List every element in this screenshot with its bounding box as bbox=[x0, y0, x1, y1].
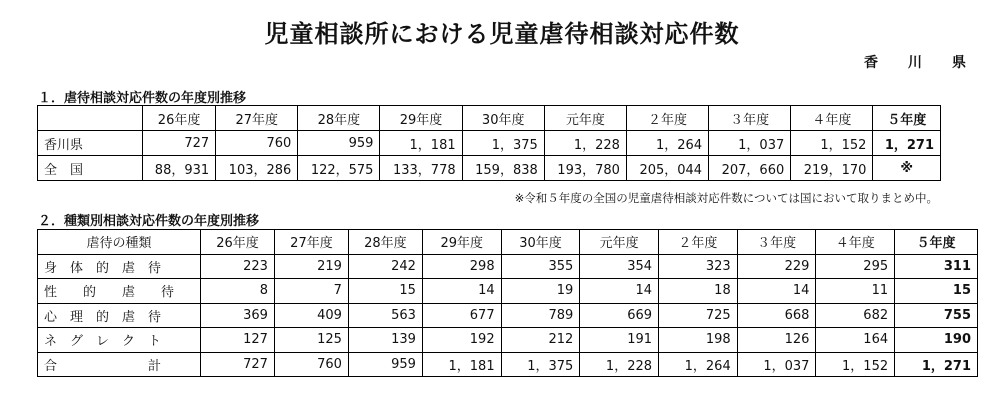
row-label: 合 計 bbox=[38, 352, 201, 377]
table-cell: 193，780 bbox=[544, 156, 626, 181]
table-cell: 242 bbox=[348, 254, 422, 279]
year-header: 26年度 bbox=[201, 230, 275, 255]
year-header: ２年度 bbox=[659, 230, 738, 255]
table-cell: 668 bbox=[737, 303, 816, 328]
table-cell-current: 190 bbox=[895, 328, 978, 353]
table-cell: 959 bbox=[298, 131, 380, 156]
table-cell: 1，037 bbox=[737, 352, 816, 377]
section2-heading: ２．種類別相談対応件数の年度別推移 bbox=[38, 214, 260, 229]
table-cell: 8 bbox=[201, 279, 275, 304]
table-cell-current: 15 bbox=[895, 279, 978, 304]
table-cell: 323 bbox=[659, 254, 738, 279]
table-cell-current: 1，271 bbox=[895, 352, 978, 377]
table-cell: 409 bbox=[274, 303, 348, 328]
table-cell: 88，931 bbox=[143, 156, 216, 181]
year-header: ３年度 bbox=[709, 106, 791, 131]
table-row bbox=[38, 328, 978, 353]
table-cell: 164 bbox=[816, 328, 895, 353]
table-cell: 18 bbox=[659, 279, 738, 304]
year-header: 28年度 bbox=[348, 230, 422, 255]
table-cell: 19 bbox=[501, 279, 580, 304]
table-cell: 725 bbox=[659, 303, 738, 328]
table-cell-current: 1，271 bbox=[873, 131, 941, 156]
table-cell: 205，044 bbox=[626, 156, 708, 181]
table-cell: 727 bbox=[143, 131, 216, 156]
table-cell: 126 bbox=[737, 328, 816, 353]
table-cell: 727 bbox=[201, 352, 275, 377]
page-title: 児童相談所における児童虐待相談対応件数 bbox=[264, 20, 740, 48]
year-header: 元年度 bbox=[544, 106, 626, 131]
table-cell: 192 bbox=[422, 328, 501, 353]
table-cell: 1，375 bbox=[462, 131, 544, 156]
table-cell: 1，152 bbox=[816, 352, 895, 377]
row-label: 全 国 bbox=[38, 156, 143, 181]
table-cell: 191 bbox=[580, 328, 659, 353]
table-cell: 760 bbox=[216, 131, 298, 156]
table-cell: 219 bbox=[274, 254, 348, 279]
year-header: 元年度 bbox=[580, 230, 659, 255]
year-header: 30年度 bbox=[462, 106, 544, 131]
table-cell: 14 bbox=[580, 279, 659, 304]
table-row bbox=[38, 156, 941, 181]
table-cell: 369 bbox=[201, 303, 275, 328]
table-cell: 354 bbox=[580, 254, 659, 279]
table-cell: 1，375 bbox=[501, 352, 580, 377]
table-cell: 959 bbox=[348, 352, 422, 377]
footnote: ※令和５年度の全国の児童虐待相談対応件数については国において取りまとめ中。 bbox=[514, 191, 938, 205]
table-cell: 14 bbox=[737, 279, 816, 304]
row-label: 香川県 bbox=[38, 131, 143, 156]
table-cell: 1，264 bbox=[659, 352, 738, 377]
header-corner-cell bbox=[38, 106, 143, 131]
year-header: ４年度 bbox=[791, 106, 873, 131]
year-header: ３年度 bbox=[737, 230, 816, 255]
section1-heading: １．虐待相談対応件数の年度別推移 bbox=[38, 91, 247, 106]
table-row bbox=[38, 131, 941, 156]
year-header: ４年度 bbox=[816, 230, 895, 255]
year-header: 27年度 bbox=[216, 106, 298, 131]
table-cell: 789 bbox=[501, 303, 580, 328]
header-type-label: 虐待の種類 bbox=[38, 230, 201, 255]
table-row bbox=[38, 254, 978, 279]
table-cell: 563 bbox=[348, 303, 422, 328]
year-header-current: ５年度 bbox=[873, 106, 941, 131]
year-header-current: ５年度 bbox=[895, 230, 978, 255]
table-cell: 1，264 bbox=[626, 131, 708, 156]
type-trend-table bbox=[37, 229, 978, 377]
table-cell: 229 bbox=[737, 254, 816, 279]
table-cell: 198 bbox=[659, 328, 738, 353]
year-header: 30年度 bbox=[501, 230, 580, 255]
table-cell: 14 bbox=[422, 279, 501, 304]
table-cell: 669 bbox=[580, 303, 659, 328]
table-cell: 1，181 bbox=[380, 131, 462, 156]
row-label: ネ グ レ ク ト bbox=[38, 328, 201, 353]
table-cell: 103，286 bbox=[216, 156, 298, 181]
table-cell: 125 bbox=[274, 328, 348, 353]
table-row-total bbox=[38, 352, 978, 377]
table-row bbox=[38, 279, 978, 304]
year-header: 27年度 bbox=[274, 230, 348, 255]
table-cell: 11 bbox=[816, 279, 895, 304]
table-cell-current: ※ bbox=[873, 156, 941, 181]
table-cell: 760 bbox=[274, 352, 348, 377]
table-cell: 295 bbox=[816, 254, 895, 279]
annual-trend-table bbox=[37, 105, 941, 181]
table-cell: 159，838 bbox=[462, 156, 544, 181]
row-label: 性 的 虐 待 bbox=[38, 279, 201, 304]
table-cell: 1，228 bbox=[544, 131, 626, 156]
table-cell: 682 bbox=[816, 303, 895, 328]
year-header: 29年度 bbox=[380, 106, 462, 131]
table-header-row bbox=[38, 230, 978, 255]
year-header: 29年度 bbox=[422, 230, 501, 255]
table-cell: 15 bbox=[348, 279, 422, 304]
table-cell: 1，037 bbox=[709, 131, 791, 156]
table-cell: 1，228 bbox=[580, 352, 659, 377]
table-cell-current: 755 bbox=[895, 303, 978, 328]
row-label: 心 理 的 虐 待 bbox=[38, 303, 201, 328]
table-cell: 355 bbox=[501, 254, 580, 279]
table-header-row bbox=[38, 106, 941, 131]
table-cell: 212 bbox=[501, 328, 580, 353]
table-cell: 219，170 bbox=[791, 156, 873, 181]
table-cell: 1，152 bbox=[791, 131, 873, 156]
table-cell: 133，778 bbox=[380, 156, 462, 181]
table-row bbox=[38, 303, 978, 328]
table-cell: 677 bbox=[422, 303, 501, 328]
table-cell: 298 bbox=[422, 254, 501, 279]
year-header: 26年度 bbox=[143, 106, 216, 131]
year-header: 28年度 bbox=[298, 106, 380, 131]
table-cell: 122，575 bbox=[298, 156, 380, 181]
table-cell: 223 bbox=[201, 254, 275, 279]
row-label: 身 体 的 虐 待 bbox=[38, 254, 201, 279]
table-cell: 1，181 bbox=[422, 352, 501, 377]
table-cell: 207，660 bbox=[709, 156, 791, 181]
table-cell: 7 bbox=[274, 279, 348, 304]
table-cell-current: 311 bbox=[895, 254, 978, 279]
year-header: ２年度 bbox=[626, 106, 708, 131]
table-cell: 127 bbox=[201, 328, 275, 353]
table-cell: 139 bbox=[348, 328, 422, 353]
prefecture-label: 香 川 県 bbox=[864, 55, 974, 71]
